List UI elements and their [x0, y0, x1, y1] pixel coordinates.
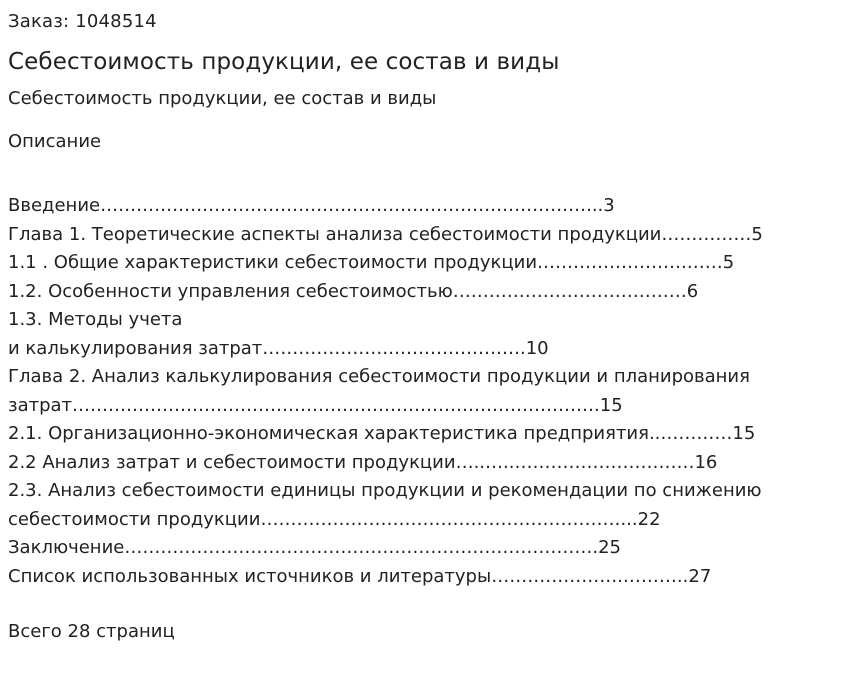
order-number: Заказ: 1048514 — [8, 11, 157, 32]
page-subtitle: Себестоимость продукции, ее состав и виды — [8, 88, 437, 109]
toc-line-chapter-1: Глава 1. Теоретические аспекты анализа себестоимости продукции……………5 — [8, 223, 763, 245]
toc-line-conclusion: Заключение…………………………………………………………………….25 — [8, 537, 621, 558]
toc-line-1-3-cont: и калькулирования затрат………………….………………….10 — [8, 337, 549, 359]
total-pages: Всего 28 страниц — [8, 621, 175, 642]
toc-line-2-2: 2.2 Анализ затрат и себестоимости продукции…..…..…………………………16 — [8, 451, 718, 473]
toc-line-chapter-2: Глава 2. Анализ калькулирования себестоимости продукции и планирования — [8, 366, 750, 387]
table-of-contents — [8, 192, 838, 591]
toc-line-1-1: 1.1 . Общие характеристики себестоимости продукции…………………….……5 — [8, 252, 735, 273]
description-heading: Описание — [8, 131, 102, 152]
toc-line-2-3: 2.3. Анализ себестоимости единицы продукции и рекомендации по снижению — [8, 480, 762, 501]
toc-line-introduction: Введение………………………………………………………………………...3 — [8, 195, 615, 216]
toc-line-1-3: 1.3. Методы учета — [8, 309, 183, 330]
page-title: Себестоимость продукции, ее состав и виды — [8, 49, 560, 75]
toc-line-chapter-2-cont: затрат…………………………………………………………………………….15 — [8, 394, 623, 416]
toc-line-1-2: 1.2. Особенности управления себестоимостью…………………………………6 — [8, 280, 699, 302]
toc-line-references: Список использованных источников и литературы………………….………..27 — [8, 565, 712, 587]
toc-line-2-1: 2.1. Организационно-экономическая характеристика предприятия..…………15 — [8, 423, 756, 444]
toc-line-2-3-cont: себестоимости продукции……………………………………………………...22 — [8, 508, 661, 530]
